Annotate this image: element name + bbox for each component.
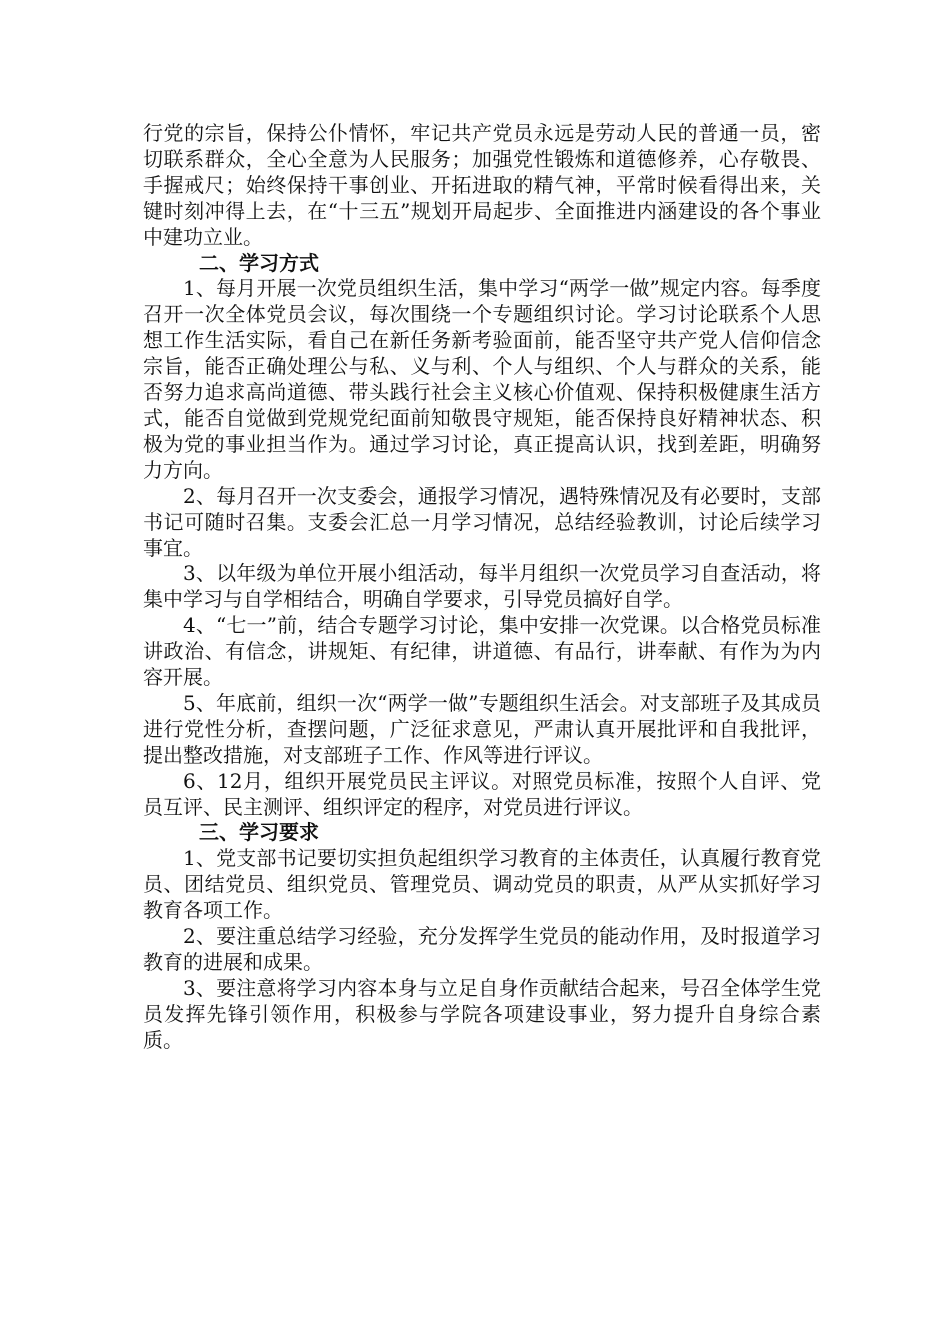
requirement-item-1: 1、党支部书记要切实担负起组织学习教育的主体责任，认真履行教育党员、团结党员、组织党员、管理党员、调动党员的职责，从严从实抓好学习教育各项工作。	[143, 846, 821, 923]
section-heading-learning-requirements: 三、学习要求	[199, 820, 319, 845]
section-heading-learning-methods: 二、学习方式	[199, 250, 319, 275]
requirement-item-3: 3、要注意将学习内容本身与立足自身作贡献结合起来，号召全体学生党员发挥先锋引领作用，积极参与学院各项建设事业，努力提升自身综合素质。	[143, 975, 821, 1052]
method-item-4: 4、“七一”前，结合专题学习讨论，集中安排一次党课。以合格党员标准讲政治、有信念，讲规矩、有纪律，讲道德、有品行，讲奉献、有作为为内容开展。	[143, 613, 821, 690]
document-page	[143, 121, 821, 1054]
method-item-2: 2、每月召开一次支委会，通报学习情况，遇特殊情况及有必要时，支部书记可随时召集。支委会汇总一月学习情况，总结经验教训，讨论后续学习事宜。	[143, 483, 821, 560]
requirement-item-2: 2、要注重总结学习经验，充分发挥学生党员的能动作用，及时报道学习教育的进展和成果。	[143, 924, 821, 974]
method-item-5: 5、年底前，组织一次“两学一做”专题组织生活会。对支部班子及其成员进行党性分析，查摆问题，广泛征求意见，严肃认真开展批评和自我批评，提出整改措施，对支部班子工作、作风等进行评议。	[143, 690, 821, 767]
intro-paragraph: 行党的宗旨，保持公仆情怀，牢记共产党员永远是劳动人民的普通一员，密切联系群众，全心全意为人民服务；加强党性锻炼和道德修养，心存敬畏、手握戒尺；始终保持干事创业、开拓进取的精气神，平常时候看得出来，关键时刻冲得上去，在“十三五”规划开局起步、全面推进内涵建设的各个事业中建功立业。	[143, 121, 821, 249]
method-item-6: 6、12月，组织开展党员民主评议。对照党员标准，按照个人自评、党员互评、民主测评、组织评定的程序，对党员进行评议。	[143, 768, 821, 819]
method-item-3: 3、以年级为单位开展小组活动，每半月组织一次党员学习自查活动，将集中学习与自学相结合，明确自学要求，引导党员搞好自学。	[143, 561, 821, 612]
method-item-1: 1、每月开展一次党员组织生活，集中学习“两学一做”规定内容。每季度召开一次全体党员会议，每次围绕一个专题组织讨论。学习讨论联系个人思想工作生活实际，看自己在新任务新考验面前，能否坚守共产党人信仰信念宗旨，能否正确处理公与私、义与利、个人与组织、个人与群众的关系，能否努力追求高尚道德、带头践行社会主义核心价值观、保持积极健康生活方式，能否自觉做到党规党纪面前知敬畏守规矩，能否保持良好精神状态、积极为党的事业担当作为。通过学习讨论，真正提高认识，找到差距，明确努力方向。	[143, 276, 821, 482]
